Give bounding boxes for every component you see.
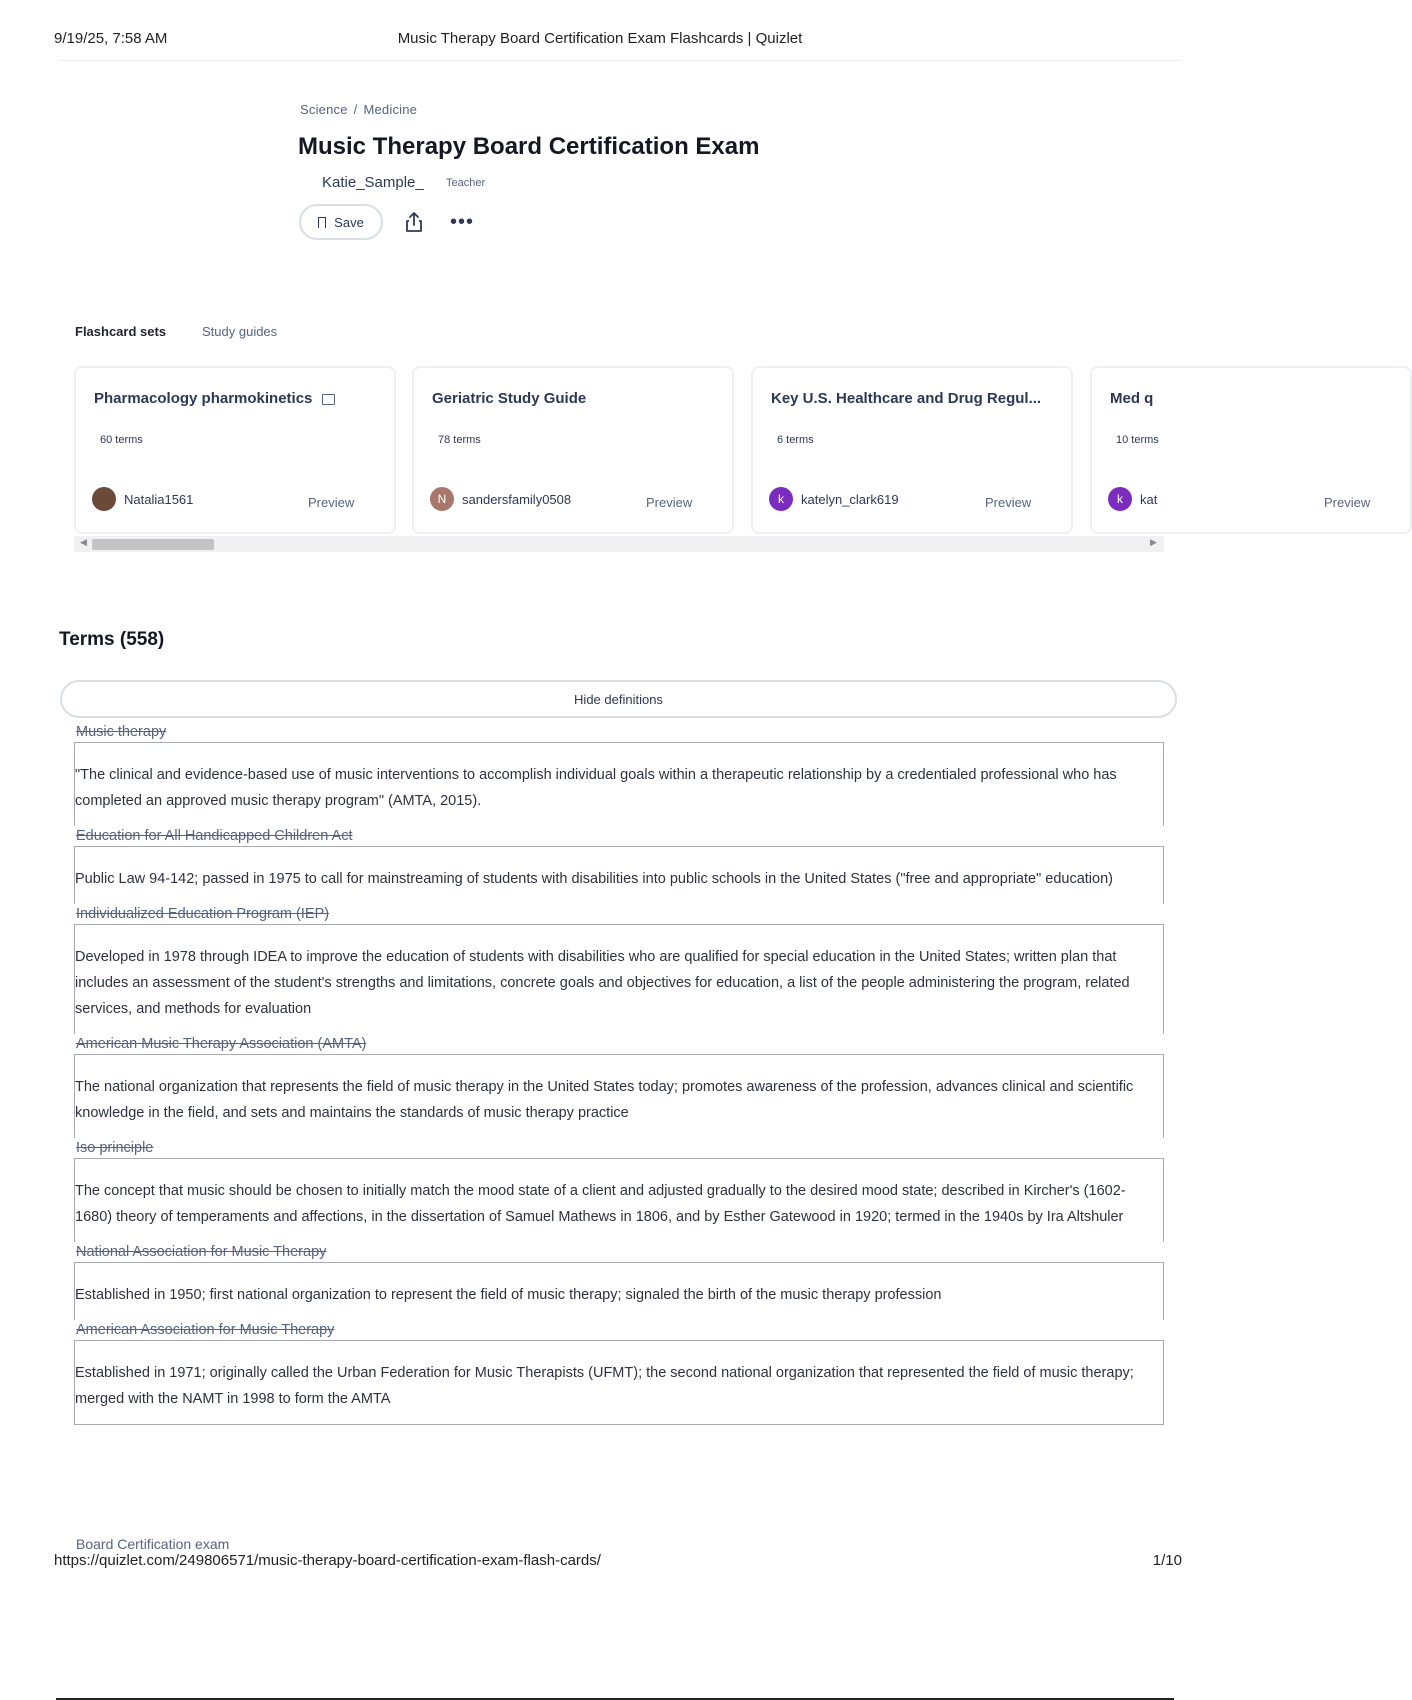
more-options-icon[interactable]: •••	[450, 211, 475, 233]
bookmark-icon	[318, 217, 326, 228]
term-definition: Public Law 94-142; passed in 1975 to call for mainstreaming of students with disabilities into public schools in the United States ("free and appropriate" education)	[75, 871, 1113, 887]
next-term-partial: Board Certification exam	[76, 1536, 230, 1552]
term-definition: The national organization that represents the field of music therapy in the United States today; promotes awareness of the profession, advances clinical and scientific knowledge in the field, and sets and maintains the standards of music therapy practice	[75, 1079, 1134, 1121]
term-row	[74, 1320, 1164, 1425]
page-title: Music Therapy Board Certification Exam	[298, 133, 760, 160]
flashcard-sets-carousel	[74, 366, 1371, 534]
set-card-username[interactable]: katelyn_clark619	[801, 492, 899, 507]
breadcrumb	[300, 102, 417, 117]
avatar: k	[769, 487, 793, 511]
set-card-term-count: 78 terms	[438, 434, 481, 446]
print-url: https://quizlet.com/249806571/music-therapy-board-certification-exam-flash-cards/	[54, 1552, 601, 1569]
term-word: American Music Therapy Association (AMTA)	[76, 1036, 367, 1052]
author-role-badge: Teacher	[446, 177, 486, 189]
set-card-username[interactable]: sandersfamily0508	[462, 492, 572, 507]
term-list	[74, 722, 1164, 1425]
breadcrumb-item-science[interactable]: Science	[300, 102, 348, 117]
set-card[interactable]	[751, 366, 1073, 534]
term-definition: Established in 1950; first national organization to represent the field of music therapy; signaled the birth of the music therapy profession	[75, 1287, 942, 1303]
term-definition: Established in 1971; originally called the Urban Federation for Music Therapists (UFMT); the second national organization that represented the field of music therapy; merged with the NAMT in 1998 to form the AMTA	[75, 1365, 1134, 1407]
set-card[interactable]	[412, 366, 734, 534]
set-card-title: Pharmacology pharmokinetics	[94, 390, 335, 407]
term-row	[74, 904, 1164, 1034]
set-card-username[interactable]: Natalia1561	[124, 492, 194, 507]
save-button[interactable]	[299, 204, 383, 240]
term-definition: "The clinical and evidence-based use of music interventions to accomplish individual goals within a therapeutic relationship by a credentialed professional who has completed an approved music therapy program" (AMTA, 2015).	[75, 767, 1117, 809]
set-card-term-count: 10 terms	[1116, 434, 1159, 446]
print-datetime: 9/19/25, 7:58 AM	[54, 30, 168, 47]
term-word: Individualized Education Program (IEP)	[76, 906, 330, 922]
preview-button[interactable]: Preview	[985, 495, 1032, 510]
avatar: N	[430, 487, 454, 511]
breadcrumb-separator: /	[353, 102, 358, 117]
set-card-term-count: 6 terms	[777, 434, 814, 446]
preview-button[interactable]: Preview	[646, 495, 693, 510]
term-word: National Association for Music Therapy	[76, 1244, 327, 1260]
term-row	[74, 1138, 1164, 1242]
term-word: Music therapy	[76, 724, 167, 740]
term-word: Education for All Handicapped Children Act	[76, 828, 353, 844]
save-button-label: Save	[334, 214, 364, 230]
term-row	[74, 722, 1164, 826]
tab-study-guides[interactable]: Study guides	[202, 324, 278, 339]
print-page-number: 1/10	[1152, 1552, 1182, 1569]
avatar: k	[1108, 487, 1132, 511]
set-card-username[interactable]: kat	[1140, 492, 1158, 507]
term-word: American Association for Music Therapy	[76, 1322, 335, 1338]
scroll-right-arrow-icon[interactable]: ▶	[1150, 537, 1157, 547]
term-definition: Developed in 1978 through IDEA to improve the education of students with disabilities who are qualified for special education in the United States; written plan that includes an assessment of the student's strengths and limitations, concrete goals and objectives for education, a list of the people administering the program, related services, and methods for evaluation	[75, 949, 1130, 1017]
avatar	[92, 487, 116, 511]
preview-button[interactable]: Preview	[1324, 495, 1371, 510]
set-card[interactable]	[1090, 366, 1412, 534]
share-icon[interactable]	[402, 210, 426, 234]
set-card-term-count: 60 terms	[100, 434, 143, 446]
tab-flashcard-sets[interactable]: Flashcard sets	[75, 324, 167, 339]
author-name[interactable]: Katie_Sample_	[322, 174, 424, 191]
scroll-left-arrow-icon[interactable]: ◀	[80, 537, 87, 547]
scrollbar-thumb[interactable]	[92, 539, 214, 550]
term-word: Iso principle	[76, 1140, 154, 1156]
term-row	[74, 826, 1164, 904]
term-definition: The concept that music should be chosen to initially match the mood state of a client and adjusted gradually to the desired mood state; described in Kircher's (1602-1680) theory of temperaments and affections, in the dissertation of Samuel Mathews in 1806, and by Esther Gatewood in 1920; termed in the 1940s by Ira Altshuler	[75, 1183, 1126, 1225]
set-card[interactable]	[74, 366, 396, 534]
term-row	[74, 1242, 1164, 1320]
study-guide-icon	[322, 394, 335, 405]
set-card-title: Geriatric Study Guide	[432, 390, 587, 407]
preview-button[interactable]: Preview	[308, 495, 355, 510]
print-page-title: Music Therapy Board Certification Exam Flashcards | Quizlet	[397, 30, 803, 47]
breadcrumb-item-medicine[interactable]: Medicine	[363, 102, 418, 117]
set-card-title: Med q	[1110, 390, 1154, 407]
term-row	[74, 1034, 1164, 1138]
carousel-scrollbar[interactable]	[74, 536, 1164, 552]
hide-definitions-button[interactable]: Hide definitions	[60, 680, 1177, 718]
set-card-title: Key U.S. Healthcare and Drug Regul...	[771, 390, 1042, 407]
header-divider	[60, 60, 1180, 61]
terms-heading: Terms (558)	[59, 629, 165, 650]
